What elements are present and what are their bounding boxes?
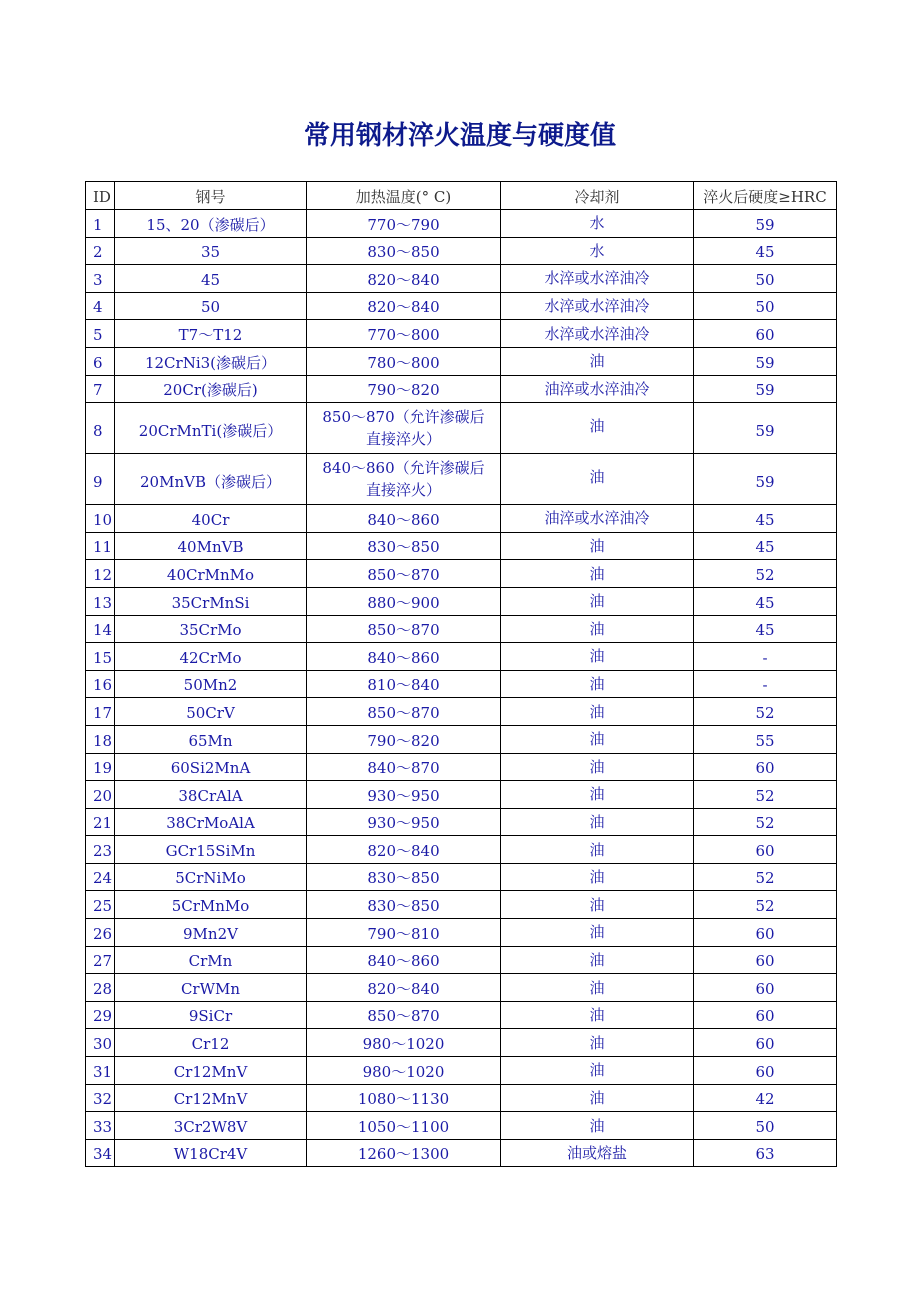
cell-id: 24 (86, 863, 115, 891)
cell-temp: 1080～1130 (307, 1084, 501, 1112)
cell-grade: 9Mn2V (115, 919, 307, 947)
table-row (86, 587, 837, 615)
cell-coolant: 油 (501, 891, 694, 919)
cell-hardness: 60 (694, 1029, 837, 1057)
cell-id: 20 (86, 781, 115, 809)
cell-coolant: 油 (501, 919, 694, 947)
cell-hardness: 45 (694, 505, 837, 533)
table-row (86, 532, 837, 560)
cell-hardness: 59 (694, 375, 837, 403)
cell-grade: 3Cr2W8V (115, 1112, 307, 1140)
table-row (86, 974, 837, 1002)
cell-coolant: 水 (501, 210, 694, 238)
table-row (86, 292, 837, 320)
table-row (86, 1057, 837, 1085)
cell-hardness: 52 (694, 808, 837, 836)
cell-hardness: 50 (694, 292, 837, 320)
table-row (86, 725, 837, 753)
cell-id: 28 (86, 974, 115, 1002)
cell-temp: 850～870 (307, 560, 501, 588)
cell-temp: 790～820 (307, 375, 501, 403)
cell-hardness: 52 (694, 781, 837, 809)
cell-id: 3 (86, 265, 115, 293)
cell-temp: 770～790 (307, 210, 501, 238)
cell-grade: 35 (115, 237, 307, 265)
cell-coolant: 油 (501, 615, 694, 643)
cell-id: 4 (86, 292, 115, 320)
cell-temp: 770～800 (307, 320, 501, 348)
cell-temp-line: 840～860（允许渗碳后 (322, 459, 485, 478)
cell-hardness: 50 (694, 265, 837, 293)
cell-id: 12 (86, 560, 115, 588)
cell-coolant: 油 (501, 1057, 694, 1085)
cell-id: 26 (86, 919, 115, 947)
cell-temp: 780～800 (307, 347, 501, 375)
cell-hardness: 55 (694, 725, 837, 753)
table-row (86, 1139, 837, 1167)
cell-temp: 880～900 (307, 587, 501, 615)
cell-coolant: 油 (501, 974, 694, 1002)
cell-grade: 9SiCr (115, 1001, 307, 1029)
cell-hardness: 60 (694, 974, 837, 1002)
cell-id: 23 (86, 836, 115, 864)
cell-hardness: 45 (694, 532, 837, 560)
steel-quench-table (85, 181, 837, 1167)
cell-temp: 930～950 (307, 781, 501, 809)
cell-id: 33 (86, 1112, 115, 1140)
table-row (86, 320, 837, 348)
cell-id: 13 (86, 587, 115, 615)
cell-coolant: 油 (501, 1084, 694, 1112)
cell-temp: 820～840 (307, 974, 501, 1002)
table-row (86, 615, 837, 643)
cell-grade: CrWMn (115, 974, 307, 1002)
table-row (86, 946, 837, 974)
cell-grade: GCr15SiMn (115, 836, 307, 864)
table-row (86, 670, 837, 698)
table-row (86, 210, 837, 238)
cell-coolant: 油 (501, 1029, 694, 1057)
header-id: ID (86, 182, 115, 210)
table-row (86, 781, 837, 809)
cell-id: 6 (86, 347, 115, 375)
cell-temp: 980～1020 (307, 1057, 501, 1085)
table-row (86, 919, 837, 947)
header-temp: 加热温度(° C) (307, 182, 501, 210)
cell-hardness: 50 (694, 1112, 837, 1140)
cell-grade: 40Cr (115, 505, 307, 533)
cell-hardness: 42 (694, 1084, 837, 1112)
cell-coolant: 油 (501, 808, 694, 836)
table-row (86, 891, 837, 919)
cell-coolant: 油 (501, 454, 694, 505)
cell-hardness: 60 (694, 1057, 837, 1085)
cell-coolant: 水淬或水淬油冷 (501, 265, 694, 293)
cell-coolant: 水淬或水淬油冷 (501, 320, 694, 348)
cell-hardness: 60 (694, 919, 837, 947)
cell-grade: T7～T12 (115, 320, 307, 348)
cell-grade: 35CrMo (115, 615, 307, 643)
cell-coolant: 油 (501, 560, 694, 588)
table-row (86, 698, 837, 726)
cell-coolant: 水 (501, 237, 694, 265)
cell-temp: 830～850 (307, 237, 501, 265)
cell-temp (307, 454, 501, 505)
cell-id: 15 (86, 643, 115, 671)
cell-temp: 810～840 (307, 670, 501, 698)
cell-hardness: 59 (694, 347, 837, 375)
cell-temp: 1050～1100 (307, 1112, 501, 1140)
cell-temp: 840～870 (307, 753, 501, 781)
cell-temp: 830～850 (307, 863, 501, 891)
cell-grade: 50CrV (115, 698, 307, 726)
cell-id: 30 (86, 1029, 115, 1057)
cell-temp: 1260～1300 (307, 1139, 501, 1167)
cell-id: 18 (86, 725, 115, 753)
table-header-row (86, 182, 837, 210)
cell-hardness: 60 (694, 1001, 837, 1029)
cell-coolant: 油淬或水淬油冷 (501, 375, 694, 403)
table-row (86, 560, 837, 588)
table-row (86, 454, 837, 505)
page-title: 常用钢材淬火温度与硬度值 (303, 121, 616, 151)
cell-id: 10 (86, 505, 115, 533)
cell-hardness: 60 (694, 946, 837, 974)
cell-hardness: 60 (694, 320, 837, 348)
header-grade: 钢号 (115, 182, 307, 210)
cell-grade: 45 (115, 265, 307, 293)
table-row (86, 836, 837, 864)
cell-coolant: 油淬或水淬油冷 (501, 505, 694, 533)
cell-coolant: 油 (501, 587, 694, 615)
cell-id: 5 (86, 320, 115, 348)
cell-hardness: 60 (694, 753, 837, 781)
cell-grade: 40CrMnMo (115, 560, 307, 588)
cell-id: 32 (86, 1084, 115, 1112)
cell-coolant: 油 (501, 836, 694, 864)
cell-hardness: 59 (694, 403, 837, 454)
table-row (86, 643, 837, 671)
table-row (86, 1029, 837, 1057)
cell-coolant: 水淬或水淬油冷 (501, 292, 694, 320)
table-row (86, 1084, 837, 1112)
table-row (86, 265, 837, 293)
cell-id: 7 (86, 375, 115, 403)
cell-grade: 40MnVB (115, 532, 307, 560)
cell-id: 16 (86, 670, 115, 698)
header-hardness: 淬火后硬度≥HRC (694, 182, 837, 210)
cell-grade: 20Cr(渗碳后) (115, 375, 307, 403)
cell-coolant: 油 (501, 725, 694, 753)
cell-coolant: 油或熔盐 (501, 1139, 694, 1167)
cell-coolant: 油 (501, 946, 694, 974)
cell-coolant: 油 (501, 753, 694, 781)
table-row (86, 1112, 837, 1140)
cell-id: 25 (86, 891, 115, 919)
cell-coolant: 油 (501, 863, 694, 891)
cell-id: 27 (86, 946, 115, 974)
cell-temp: 840～860 (307, 505, 501, 533)
cell-hardness: 45 (694, 587, 837, 615)
cell-hardness: 52 (694, 560, 837, 588)
cell-temp: 820～840 (307, 292, 501, 320)
cell-id: 19 (86, 753, 115, 781)
table-body (86, 210, 837, 1167)
table-row (86, 375, 837, 403)
cell-id: 29 (86, 1001, 115, 1029)
cell-hardness: - (694, 643, 837, 671)
cell-hardness: 60 (694, 836, 837, 864)
cell-temp-line: 850～870（允许渗碳后 (322, 408, 485, 427)
cell-coolant: 油 (501, 532, 694, 560)
cell-grade: 50Mn2 (115, 670, 307, 698)
table-row (86, 237, 837, 265)
cell-id: 21 (86, 808, 115, 836)
cell-grade: 65Mn (115, 725, 307, 753)
cell-coolant: 油 (501, 670, 694, 698)
table-row (86, 1001, 837, 1029)
cell-hardness: 59 (694, 454, 837, 505)
cell-grade: CrMn (115, 946, 307, 974)
cell-id: 17 (86, 698, 115, 726)
cell-grade: 38CrMoAlA (115, 808, 307, 836)
cell-temp-line: 直接淬火） (365, 481, 441, 500)
cell-coolant: 油 (501, 347, 694, 375)
cell-id: 1 (86, 210, 115, 238)
cell-hardness: 45 (694, 615, 837, 643)
cell-temp: 850～870 (307, 698, 501, 726)
cell-id: 14 (86, 615, 115, 643)
cell-hardness: 52 (694, 698, 837, 726)
cell-hardness: - (694, 670, 837, 698)
cell-hardness: 63 (694, 1139, 837, 1167)
cell-temp: 850～870 (307, 1001, 501, 1029)
cell-grade: 20MnVB（渗碳后） (115, 454, 307, 505)
cell-grade: 5CrMnMo (115, 891, 307, 919)
cell-temp: 830～850 (307, 891, 501, 919)
cell-temp: 850～870 (307, 615, 501, 643)
cell-temp-line: 直接淬火） (365, 430, 441, 449)
cell-hardness: 52 (694, 863, 837, 891)
cell-grade: 38CrAlA (115, 781, 307, 809)
cell-grade: 42CrMo (115, 643, 307, 671)
cell-grade: 5CrNiMo (115, 863, 307, 891)
header-coolant: 冷却剂 (501, 182, 694, 210)
cell-grade: 60Si2MnA (115, 753, 307, 781)
cell-grade: Cr12 (115, 1029, 307, 1057)
cell-id: 31 (86, 1057, 115, 1085)
cell-temp: 790～810 (307, 919, 501, 947)
cell-grade: 35CrMnSi (115, 587, 307, 615)
cell-grade: Cr12MnV (115, 1057, 307, 1085)
table-row (86, 505, 837, 533)
cell-coolant: 油 (501, 781, 694, 809)
table-row (86, 863, 837, 891)
cell-coolant: 油 (501, 1112, 694, 1140)
cell-temp: 830～850 (307, 532, 501, 560)
cell-id: 34 (86, 1139, 115, 1167)
cell-grade: Cr12MnV (115, 1084, 307, 1112)
cell-temp (307, 403, 501, 454)
cell-temp: 840～860 (307, 946, 501, 974)
cell-temp: 840～860 (307, 643, 501, 671)
cell-temp: 790～820 (307, 725, 501, 753)
table-row (86, 403, 837, 454)
cell-id: 11 (86, 532, 115, 560)
table-row (86, 753, 837, 781)
cell-hardness: 52 (694, 891, 837, 919)
cell-grade: 20CrMnTi(渗碳后） (115, 403, 307, 454)
cell-coolant: 油 (501, 698, 694, 726)
table-row (86, 347, 837, 375)
cell-id: 2 (86, 237, 115, 265)
cell-id: 8 (86, 403, 115, 454)
cell-coolant: 油 (501, 403, 694, 454)
cell-grade: W18Cr4V (115, 1139, 307, 1167)
table-row (86, 808, 837, 836)
cell-temp: 980～1020 (307, 1029, 501, 1057)
cell-coolant: 油 (501, 1001, 694, 1029)
cell-temp: 930～950 (307, 808, 501, 836)
cell-hardness: 45 (694, 237, 837, 265)
cell-id: 9 (86, 454, 115, 505)
cell-temp: 820～840 (307, 265, 501, 293)
cell-grade: 15、20（渗碳后） (115, 210, 307, 238)
cell-hardness: 59 (694, 210, 837, 238)
cell-grade: 50 (115, 292, 307, 320)
cell-coolant: 油 (501, 643, 694, 671)
cell-temp: 820～840 (307, 836, 501, 864)
cell-grade: 12CrNi3(渗碳后） (115, 347, 307, 375)
